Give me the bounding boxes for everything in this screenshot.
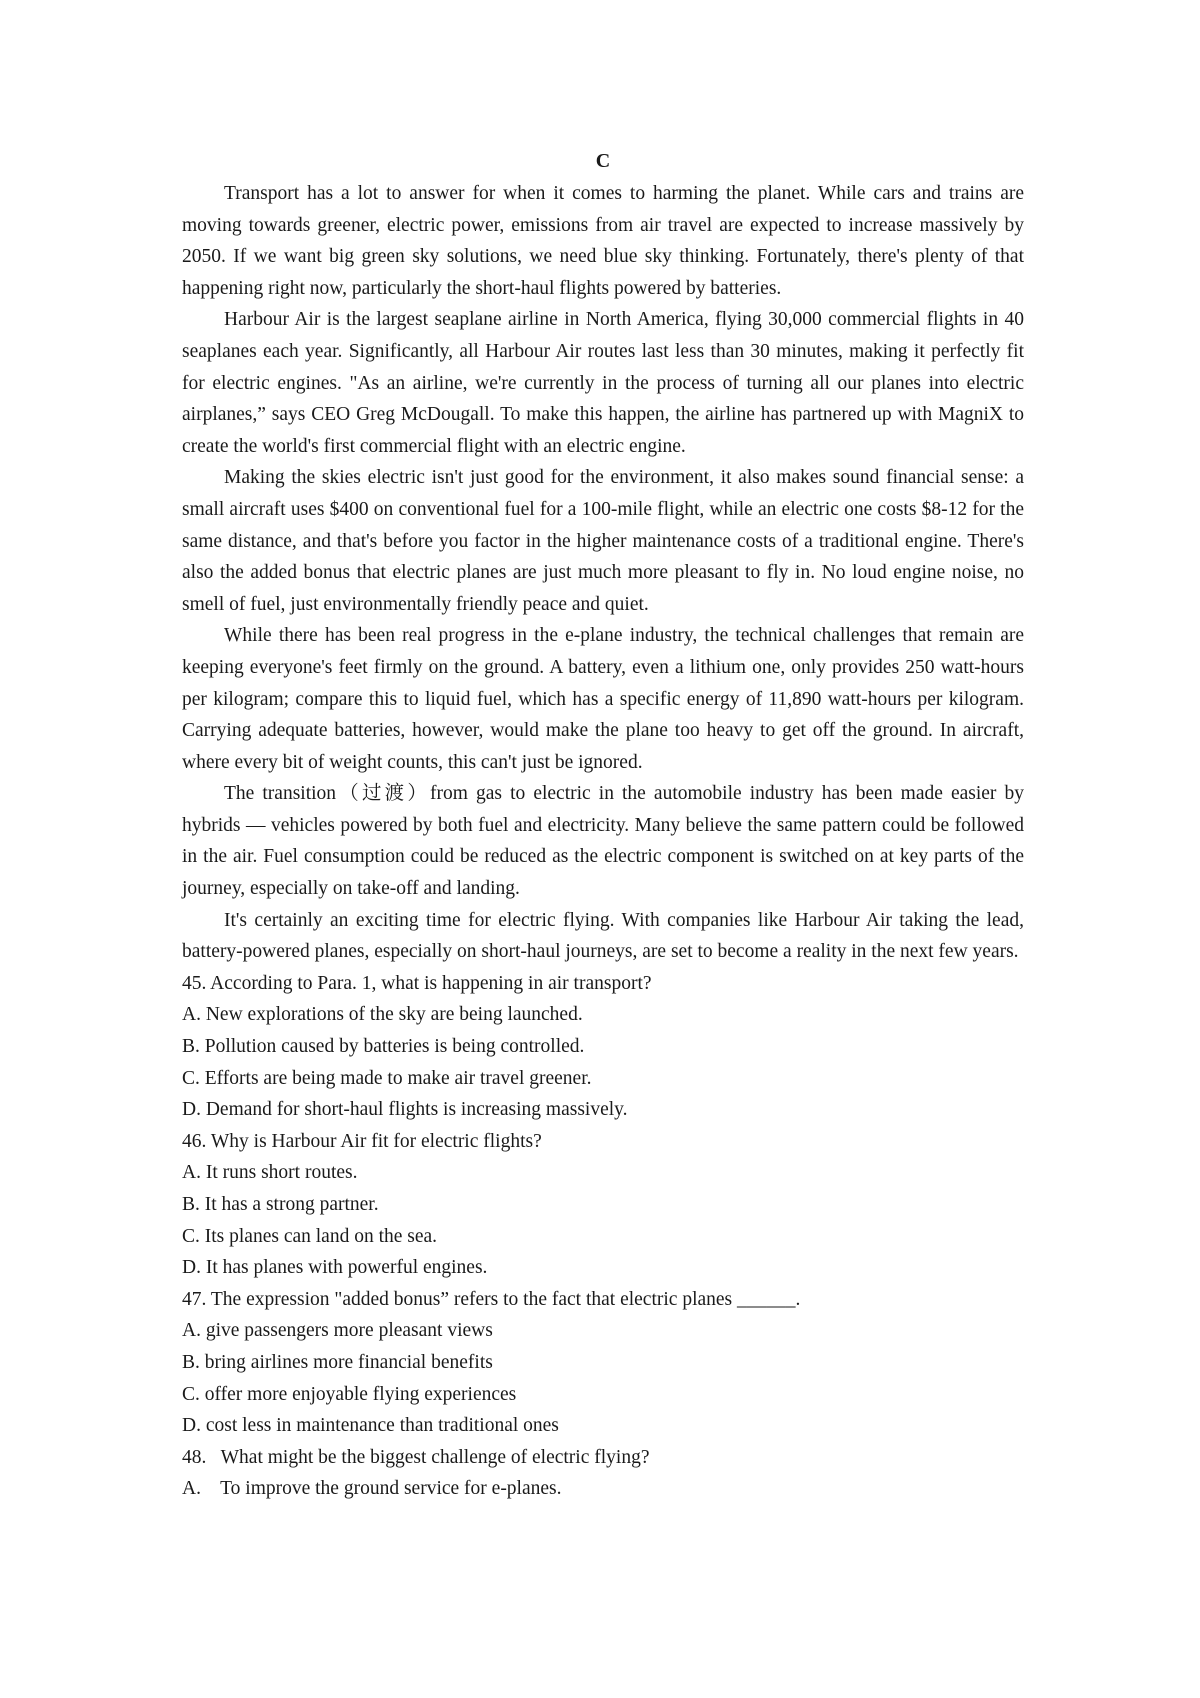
- paragraph-1: Transport has a lot to answer for when it comes to harming the planet. While cars and trains are moving towards greener, electric power, emissions from air travel are expected to increase massively by 2050. If we want big green sky solutions, we need blue sky thinking. Fortunately, there's plenty of that happening right now, particularly the short-haul flights powered by batteries.: [182, 183, 1024, 299]
- option-d: D. Demand for short-haul flights is increasing massively.: [182, 1099, 628, 1121]
- option-a: A. New explorations of the sky are being launched.: [182, 1004, 583, 1026]
- paragraph-5: The transition（过渡）from gas to electric in the automobile industry has been made easier by hybrids — vehicles powered by both fuel and electricity. Many believe the same pattern could be followed in the air. Fuel consumption could be reduced as the electric component is switched on at key parts of the journey, especially on take-off and landing.: [182, 783, 1024, 900]
- question-46: [182, 1126, 1024, 1284]
- document-page: [182, 146, 1024, 1505]
- paragraph-2: Harbour Air is the largest seaplane airline in North America, flying 30,000 commercial flights in 40 seaplanes each year. Significantly, all Harbour Air routes last less than 30 minutes, making it perfectly fit for electric engines. "As an airline, we're currently in the process of turning all our planes into electric airplanes,” says CEO Greg McDougall. To make this happen, the airline has partnered up with MagniX to create the world's first commercial flight with an electric engine.: [182, 309, 1024, 457]
- question-stem: 45. According to Para. 1, what is happening in air transport?: [182, 972, 652, 994]
- option-b: B. Pollution caused by batteries is being controlled.: [182, 1036, 585, 1058]
- option-a: A. give passengers more pleasant views: [182, 1320, 493, 1342]
- option-c: C. offer more enjoyable flying experiences: [182, 1383, 517, 1405]
- option-a: A. It runs short routes.: [182, 1162, 358, 1184]
- option-c: C. Efforts are being made to make air travel greener.: [182, 1067, 592, 1089]
- paragraph-6: It's certainly an exciting time for electric flying. With companies like Harbour Air taking the lead, battery-powered planes, especially on short-haul journeys, are set to become a reality in the next few years.: [182, 909, 1024, 963]
- paragraph-3: Making the skies electric isn't just good for the environment, it also makes sound financial sense: a small aircraft uses $400 on conventional fuel for a 100-mile flight, while an electric one costs $8-12 for the same distance, and that's before you factor in the higher maintenance costs of a traditional engine. There's also the added bonus that electric planes are just much more pleasant to fly in. No loud engine noise, no smell of fuel, just environmentally friendly peace and quiet.: [182, 467, 1024, 615]
- question-stem: 48. What might be the biggest challenge of electric flying?: [182, 1446, 650, 1468]
- option-d: D. It has planes with powerful engines.: [182, 1257, 488, 1279]
- question-48: [182, 1442, 1024, 1505]
- question-45: [182, 968, 1024, 1126]
- option-c: C. Its planes can land on the sea.: [182, 1225, 438, 1247]
- option-b: B. It has a strong partner.: [182, 1194, 379, 1215]
- paragraph-4: While there has been real progress in the e-plane industry, the technical challenges that remain are keeping everyone's feet firmly on the ground. A battery, even a lithium one, only provides 250 watt-hours per kilogram; compare this to liquid fuel, which has a specific energy of 11,890 watt-hours per kilogram. Carrying adequate batteries, however, would make the plane too heavy to get off the ground. In aircraft, where every bit of weight counts, this can't just be ignored.: [182, 625, 1024, 773]
- option-d: D. cost less in maintenance than traditional ones: [182, 1415, 559, 1437]
- question-47: [182, 1284, 1024, 1442]
- section-heading: C: [595, 150, 611, 172]
- question-stem: 46. Why is Harbour Air fit for electric flights?: [182, 1130, 542, 1152]
- question-stem: 47. The expression "added bonus” refers to the fact that electric planes ______.: [182, 1288, 801, 1310]
- option-b: B. bring airlines more financial benefits: [182, 1351, 493, 1373]
- option-a: A. To improve the ground service for e-planes.: [182, 1478, 562, 1500]
